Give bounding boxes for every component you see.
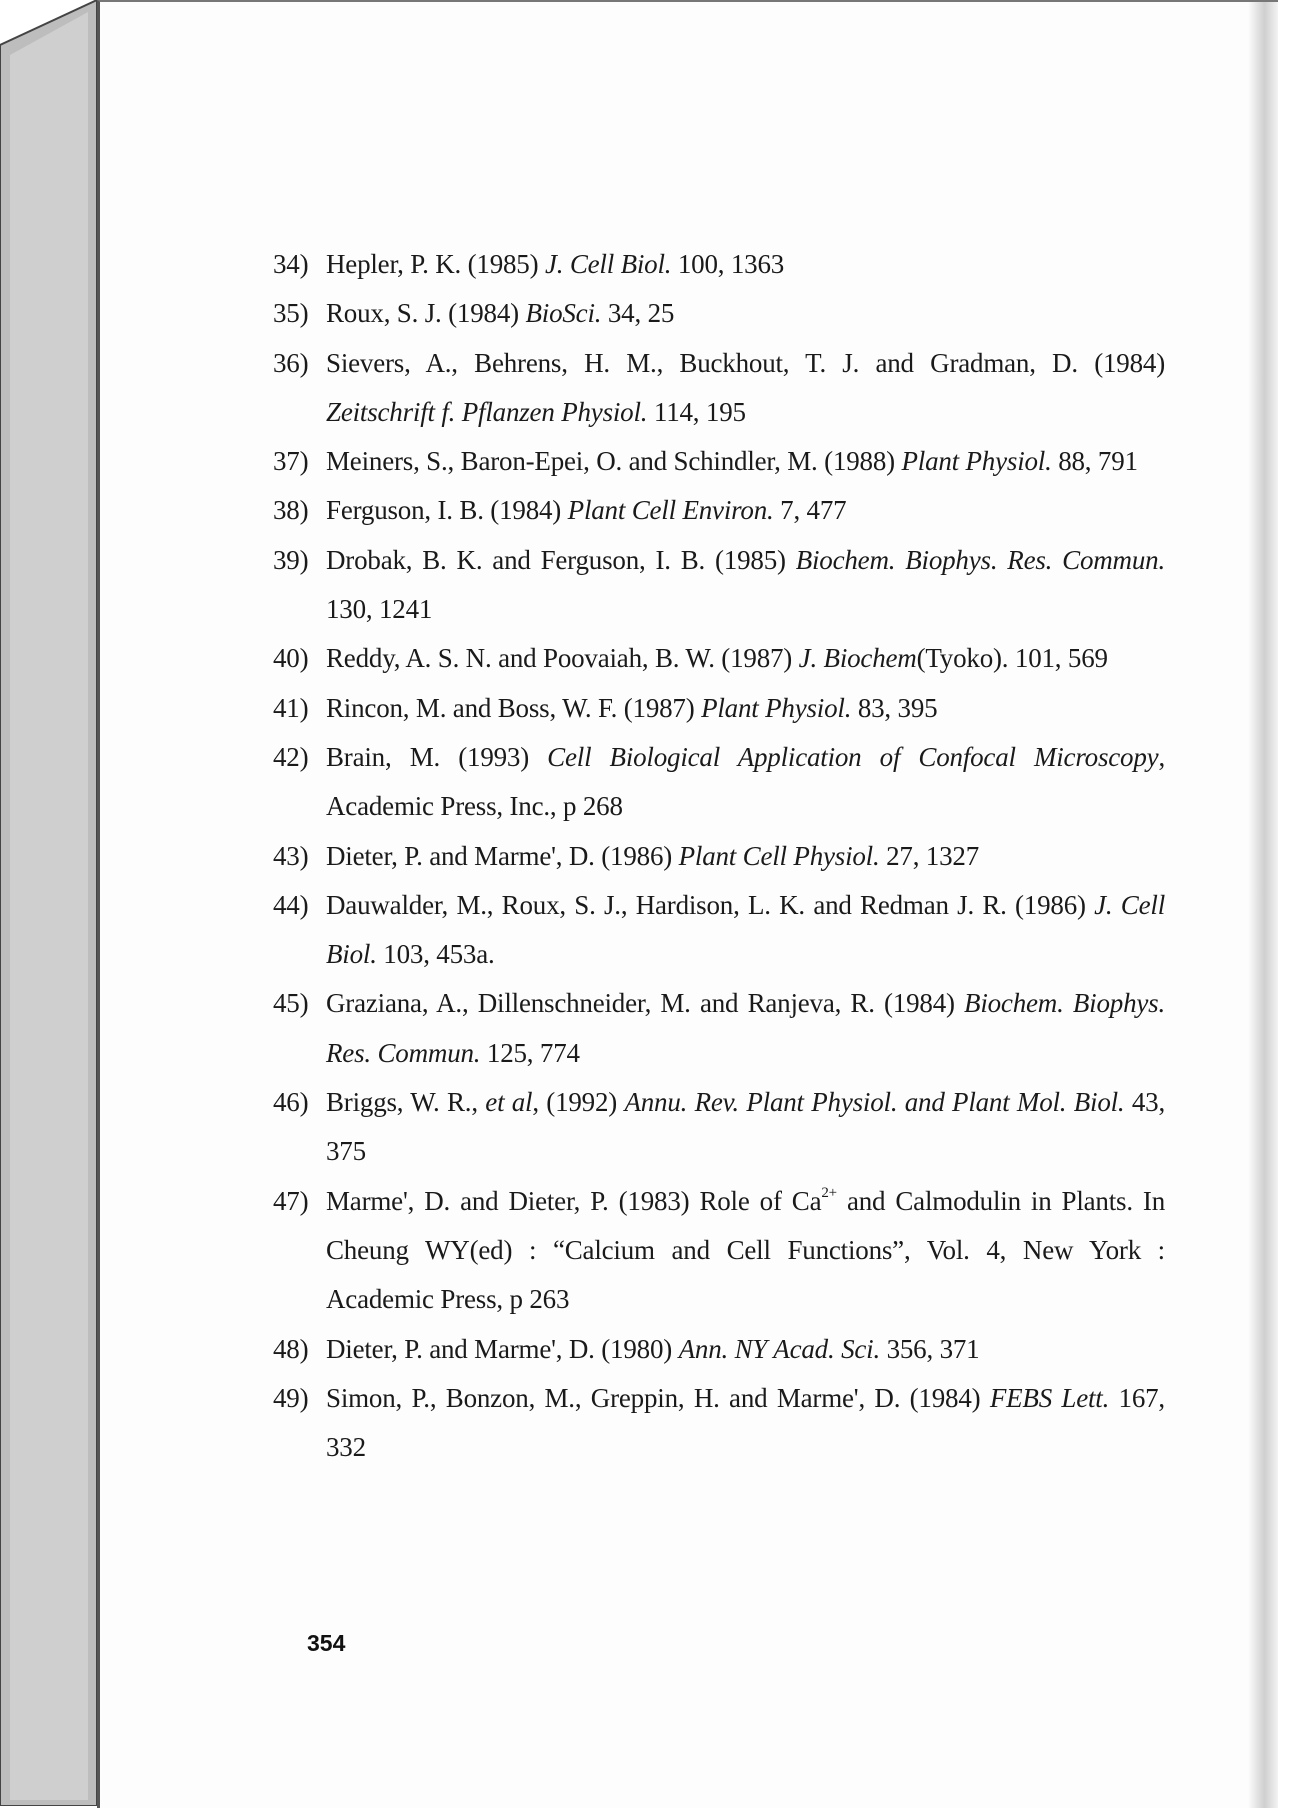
reference-item <box>273 733 1165 832</box>
reference-text: 27, 1327 <box>879 840 979 871</box>
journal-title: et al <box>485 1087 533 1118</box>
reference-text: 114, 195 <box>647 396 746 427</box>
reference-text: Meiners, S., Baron-Epei, O. and Schindler, M. (1988) <box>326 446 902 477</box>
reference-text: and Calmodulin in Plants. In Cheung WY(ed) : “Calcium and Cell Functions”, Vol. 4, New York : Academic Press, p 263 <box>326 1185 1165 1315</box>
reference-text: 130, 1241 <box>326 594 433 625</box>
journal-title: Annu. Rev. Plant Physiol. and Plant Mol. Biol. <box>624 1087 1125 1118</box>
reference-text: Marme', D. and Dieter, P. (1983) Role of Ca <box>326 1185 822 1216</box>
reference-item <box>273 881 1165 980</box>
reference-text: 83, 395 <box>851 692 938 723</box>
reference-text: 356, 371 <box>880 1333 980 1364</box>
reference-text: Dieter, P. and Marme', D. (1986) <box>326 840 679 871</box>
journal-title: Biochem. Biophys. Res. Commun. <box>326 988 1166 1068</box>
reference-item <box>273 1374 1165 1473</box>
journal-title: Biochem. Biophys. Res. Commun. <box>795 544 1165 575</box>
reference-number: 37) <box>273 446 309 477</box>
reference-text: Hepler, P. K. (1985) <box>326 249 545 279</box>
reference-text: 43, 375 <box>326 1087 1165 1167</box>
journal-title: J. Cell Biol. <box>544 249 672 279</box>
reference-item <box>273 832 1165 881</box>
reference-item <box>273 240 1165 289</box>
reference-text: 125, 774 <box>480 1037 580 1068</box>
reference-text: Briggs, W. R., <box>326 1087 486 1118</box>
reference-number: 47) <box>273 1185 309 1216</box>
reference-number: 35) <box>273 298 309 329</box>
page-edge-shadow <box>1248 2 1278 1808</box>
reference-text: 34, 25 <box>601 298 675 329</box>
journal-title: BioSci. <box>525 298 602 329</box>
reference-text: Drobak, B. K. and Ferguson, I. B. (1985) <box>326 544 796 575</box>
reference-item <box>273 339 1165 438</box>
reference-item <box>273 1325 1165 1374</box>
reference-text: Roux, S. J. (1984) <box>326 298 526 329</box>
reference-number: 36) <box>273 347 309 378</box>
reference-item <box>273 486 1165 535</box>
reference-item <box>273 1078 1165 1177</box>
reference-number: 45) <box>273 988 309 1019</box>
reference-number: 40) <box>273 643 309 674</box>
reference-text: Dauwalder, M., Roux, S. J., Hardison, L. K. and Redman J. R. (1986) <box>326 889 1095 920</box>
reference-text: Simon, P., Bonzon, M., Greppin, H. and Marme', D. (1984) <box>326 1382 990 1413</box>
journal-title: Cell Biological Application of Confocal Microscopy <box>547 741 1159 772</box>
reference-item <box>273 1177 1165 1325</box>
reference-text: 167, 332 <box>326 1382 1165 1463</box>
reference-text: Rincon, M. and Boss, W. F. (1987) <box>326 692 702 723</box>
journal-title: J. Biochem <box>798 643 917 674</box>
reference-text: 88, 791 <box>1051 446 1138 477</box>
journal-title: Plant Physiol. <box>701 692 852 723</box>
reference-item <box>273 634 1165 683</box>
reference-number: 39) <box>273 544 309 575</box>
reference-text: Ferguson, I. B. (1984) <box>326 495 568 526</box>
reference-item <box>273 536 1165 635</box>
journal-title: Plant Cell Environ. <box>567 495 774 526</box>
reference-text: 100, 1363 <box>671 249 785 279</box>
journal-title: FEBS Lett. <box>989 1382 1110 1413</box>
reference-list <box>273 240 1165 1472</box>
reference-item <box>273 289 1165 338</box>
reference-number: 42) <box>273 741 309 772</box>
reference-text: Brain, M. (1993) <box>326 741 548 772</box>
reference-number: 41) <box>273 692 309 723</box>
reference-text: 103, 453a. <box>376 939 495 970</box>
page-number: 354 <box>307 1630 346 1656</box>
reference-text: Reddy, A. S. N. and Poovaiah, B. W. (1987) <box>326 643 799 674</box>
journal-title: Zeitschrift f. Pflanzen Physiol. <box>326 396 648 427</box>
reference-number: 38) <box>273 495 309 526</box>
reference-number: 43) <box>273 840 309 871</box>
journal-title: J. Cell Biol. <box>326 889 1166 970</box>
reference-number: 48) <box>273 1333 309 1364</box>
journal-title: Ann. NY Acad. Sci. <box>678 1333 881 1364</box>
reference-item <box>273 979 1165 1078</box>
reference-text: (Tyoko). 101, 569 <box>916 643 1108 674</box>
reference-text: Dieter, P. and Marme', D. (1980) <box>326 1333 679 1364</box>
superscript: 2+ <box>821 1184 837 1201</box>
reference-number: 46) <box>273 1087 309 1118</box>
reference-item <box>273 684 1165 733</box>
reference-text: Graziana, A., Dillenschneider, M. and Ranjeva, R. (1984) <box>326 988 965 1019</box>
reference-text: , Academic Press, Inc., p 268 <box>326 741 1165 822</box>
reference-number: 49) <box>273 1382 309 1413</box>
reference-text: 7, 477 <box>773 495 847 526</box>
reference-text: , (1992) <box>532 1087 625 1118</box>
reference-number: 34) <box>273 249 309 279</box>
reference-item <box>273 437 1165 486</box>
journal-title: Plant Physiol. <box>901 446 1052 477</box>
reference-number: 44) <box>273 889 309 920</box>
journal-title: Plant Cell Physiol. <box>678 840 880 871</box>
reference-text: Sievers, A., Behrens, H. M., Buckhout, T. J. and Gradman, D. (1984) <box>326 347 1165 378</box>
